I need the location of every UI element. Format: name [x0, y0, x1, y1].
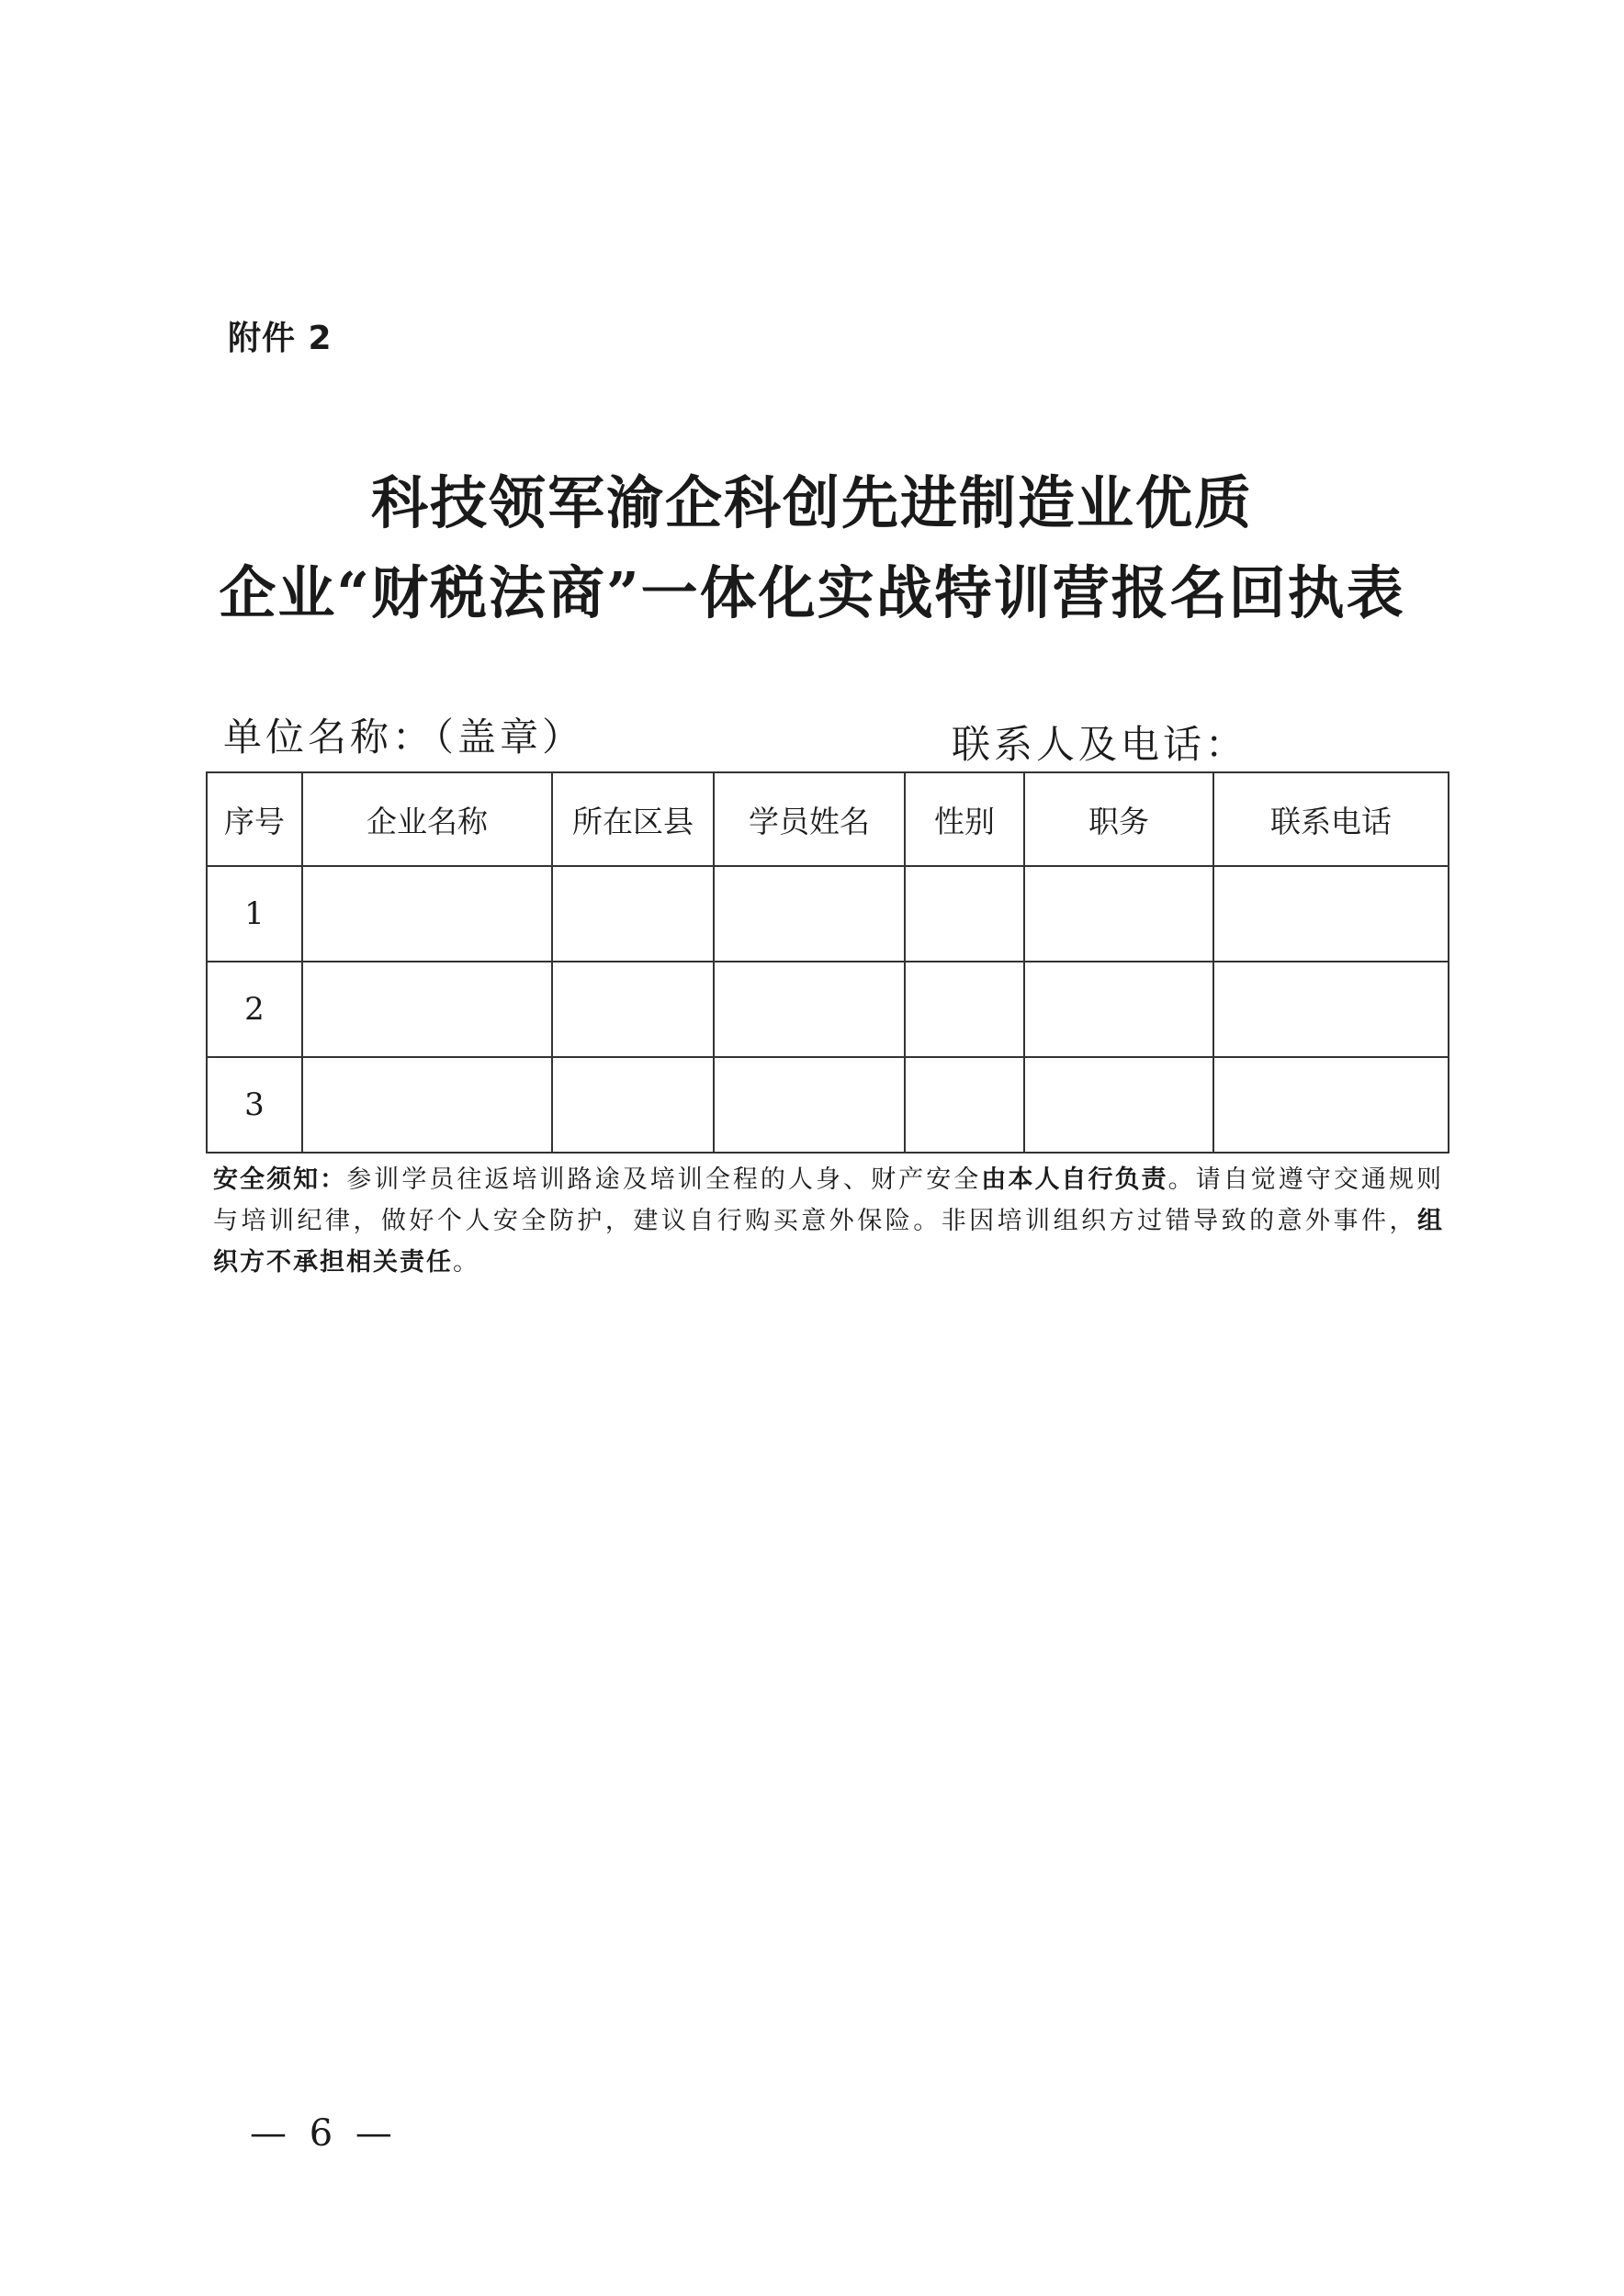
district-cell[interactable] [552, 1057, 714, 1153]
header-company: 企业名称 [302, 772, 552, 866]
page-number: — 6 — [250, 2112, 398, 2155]
title-line-2: 企业“财税法商”一体化实战特训营报名回执表 [219, 559, 1405, 626]
notice-text-2: 。请自觉遵守交通规则与培训纪律，做好个人安全防护，建议自行购买意外保险。非因培训组织方过错导致的意外事件， [213, 1165, 1445, 1235]
notice-emphasis: 由本人自行负责 [981, 1165, 1168, 1194]
notice-label: 安全须知： [213, 1165, 347, 1194]
table-row [207, 866, 1449, 962]
phone-cell[interactable] [1213, 1057, 1449, 1153]
company-cell[interactable] [302, 1057, 552, 1153]
title-line-1: 科技领军渝企科创先进制造业优质 [370, 469, 1253, 536]
position-cell[interactable] [1024, 962, 1213, 1057]
registration-table [206, 771, 1449, 1154]
phone-cell[interactable] [1213, 866, 1449, 962]
unit-name-field: 单位名称：（盖章） [223, 715, 585, 760]
district-cell[interactable] [552, 962, 714, 1057]
row-number: 3 [207, 1057, 302, 1153]
trainee-name-cell[interactable] [714, 962, 905, 1057]
header-phone: 联系电话 [1213, 772, 1449, 866]
contact-field: 联系人及电话： [952, 722, 1248, 767]
position-cell[interactable] [1024, 1057, 1213, 1153]
notice-text-3: 。 [453, 1248, 480, 1277]
trainee-name-cell[interactable] [714, 866, 905, 962]
header-gender: 性别 [905, 772, 1024, 866]
gender-cell[interactable] [905, 962, 1024, 1057]
header-seq: 序号 [207, 772, 302, 866]
phone-cell[interactable] [1213, 962, 1449, 1057]
table-row [207, 1057, 1449, 1153]
district-cell[interactable] [552, 866, 714, 962]
notice-text-1: 参训学员往返培训路途及培训全程的人身、财产安全 [346, 1165, 982, 1194]
attachment-label: 附件 2 [228, 320, 333, 357]
company-cell[interactable] [302, 962, 552, 1057]
row-number: 2 [207, 962, 302, 1057]
table-row [207, 962, 1449, 1057]
safety-notice [213, 1159, 1444, 1283]
gender-cell[interactable] [905, 866, 1024, 962]
company-cell[interactable] [302, 866, 552, 962]
header-trainee-name: 学员姓名 [714, 772, 905, 866]
gender-cell[interactable] [905, 1057, 1024, 1153]
row-number: 1 [207, 866, 302, 962]
table-header-row [207, 772, 1449, 866]
trainee-name-cell[interactable] [714, 1057, 905, 1153]
notice-emphasis-2: 组织方不承担相关责任 [213, 1207, 1444, 1277]
position-cell[interactable] [1024, 866, 1213, 962]
header-position: 职务 [1024, 772, 1213, 866]
header-district: 所在区县 [552, 772, 714, 866]
